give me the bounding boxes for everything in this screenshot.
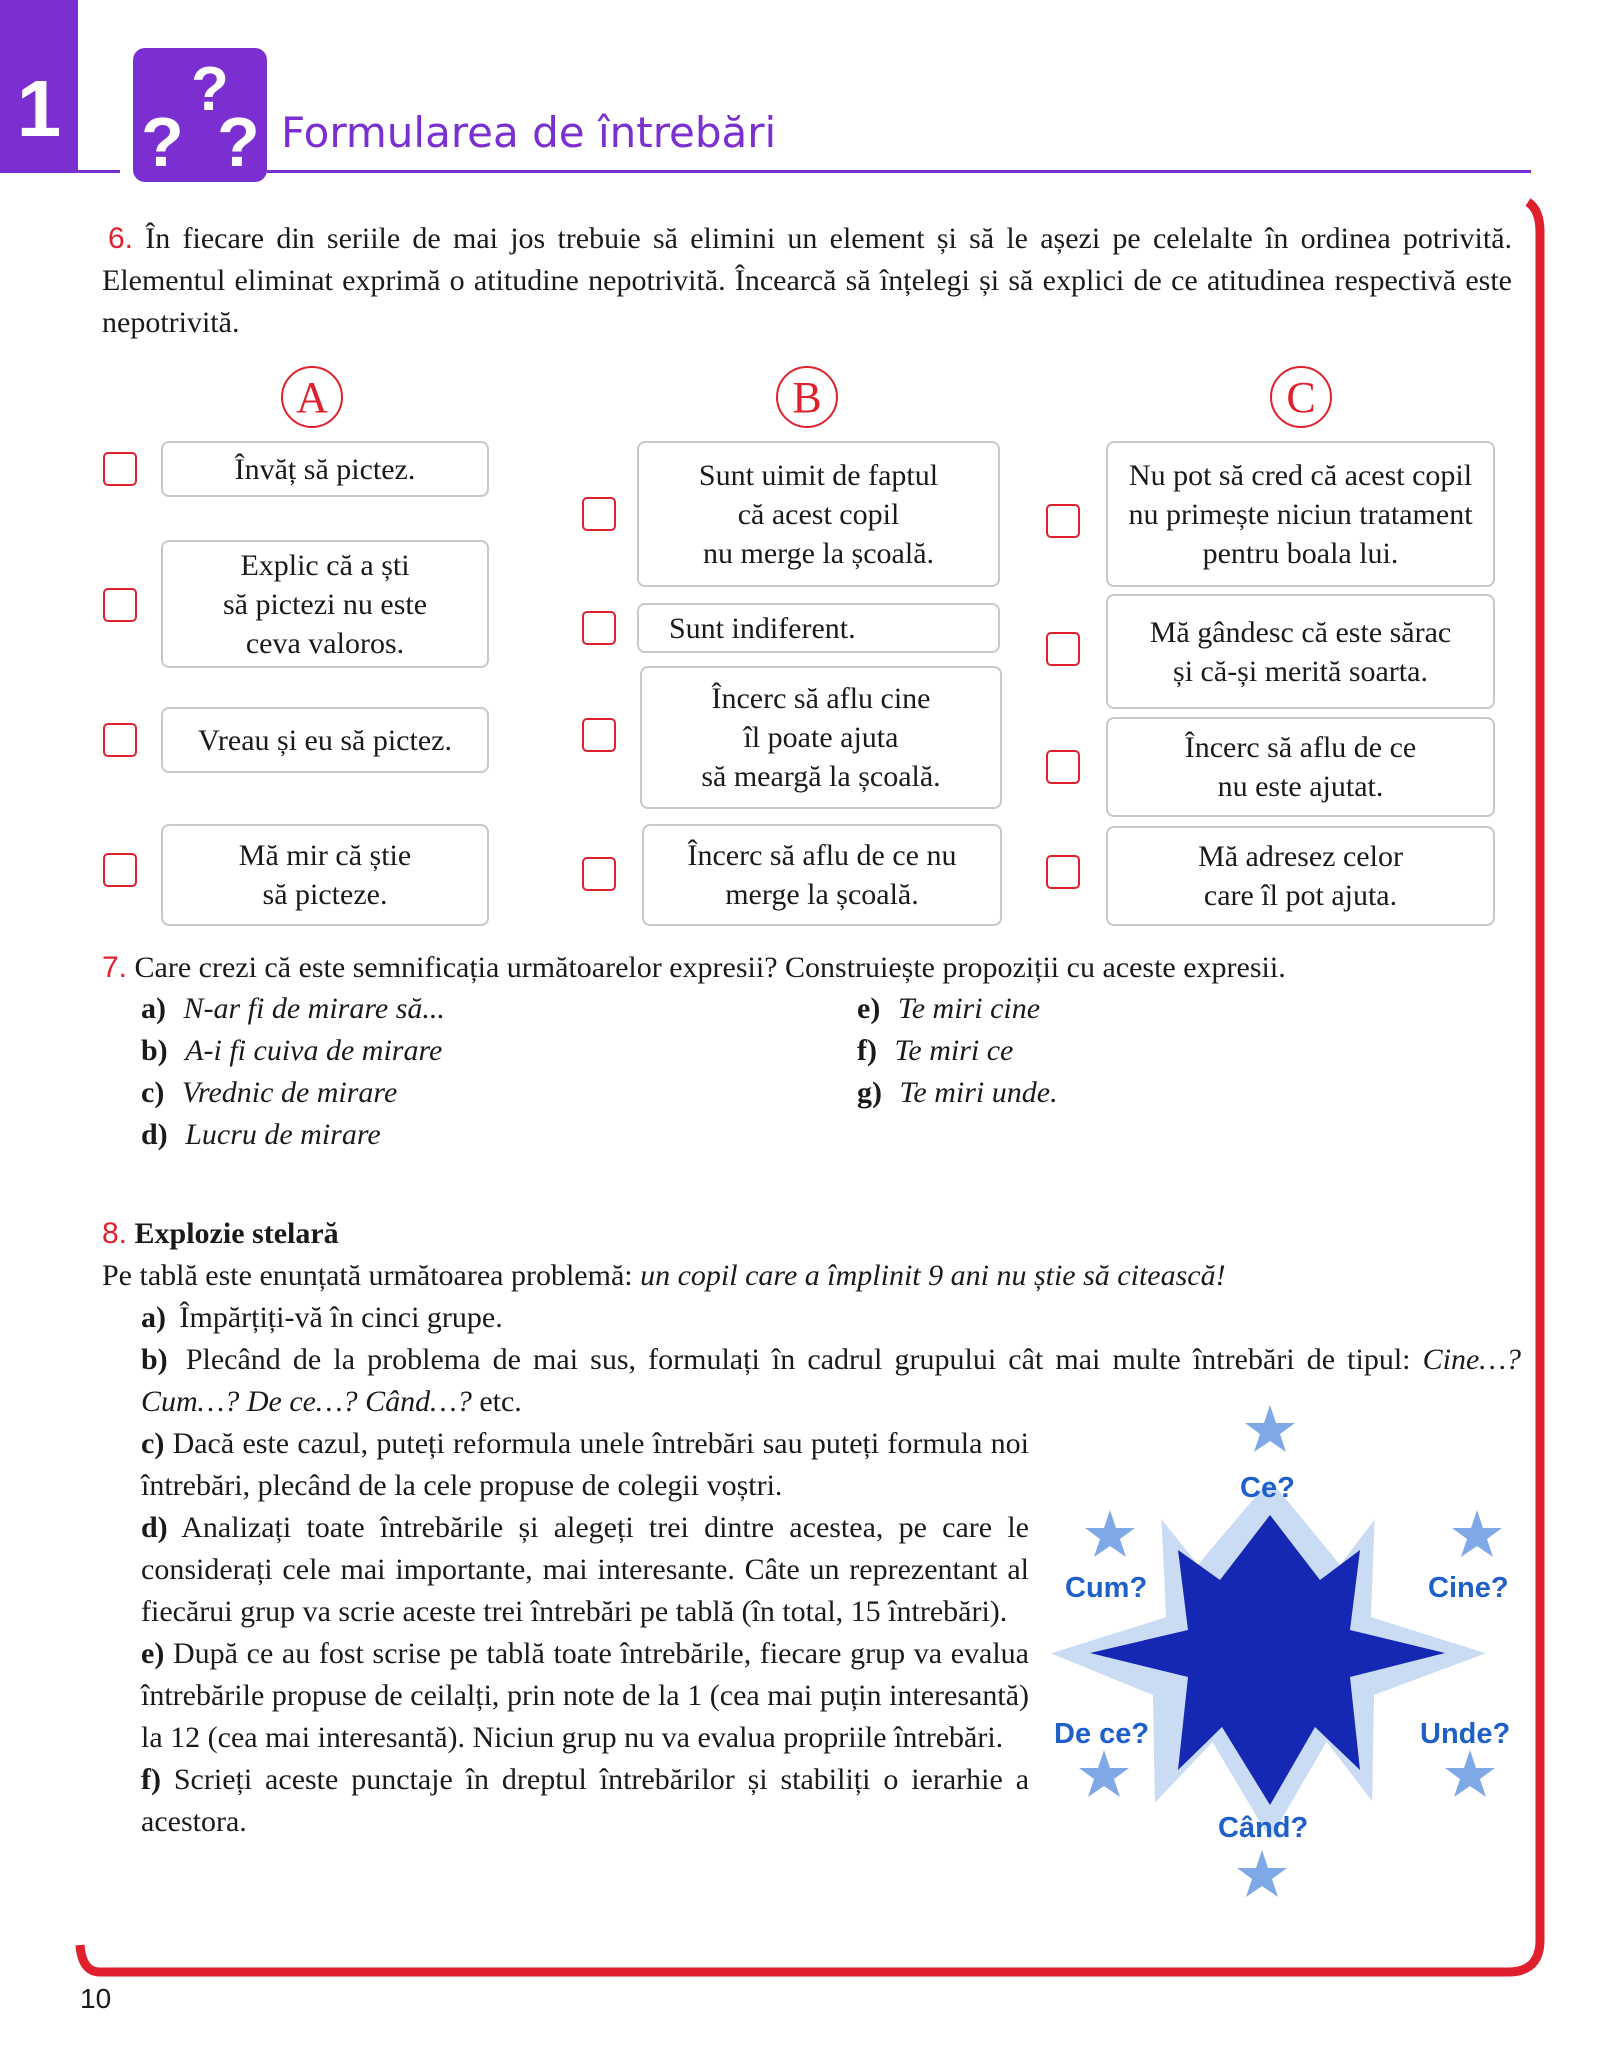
- option-b3: Încerc să aflu cine îl poate ajuta să meargă la școală.: [640, 666, 1002, 809]
- option-c3: Încerc să aflu de ce nu este ajutat.: [1106, 717, 1495, 817]
- ex8-item-b: b) Plecând de la problema de mai sus, formulați în cadrul grupului cât mai multe întrebări de tipul: Cine…? Cum…? De ce…? Când…? etc.: [141, 1343, 1521, 1418]
- star-label-ce: Ce?: [1240, 1472, 1295, 1504]
- ex8-title: Explozie stelară: [134, 1217, 339, 1250]
- ex7-item-f: f) Te miri ce: [857, 1034, 1014, 1067]
- checkbox-b3[interactable]: [582, 718, 616, 752]
- option-c1: Nu pot să cred că acest copil nu primește niciun tratament pentru boala lui.: [1106, 441, 1495, 587]
- ex8-item-f: f) Scrieți aceste punctaje în dreptul întrebărilor și stabiliți o ierarhie a acestora.: [141, 1763, 1030, 1838]
- checkbox-b2[interactable]: [582, 611, 616, 645]
- svg-text:?: ?: [141, 103, 184, 181]
- checkbox-a4[interactable]: [103, 853, 137, 887]
- option-a2: Explic că a ști să pictezi nu este ceva valoros.: [161, 540, 489, 668]
- svg-text:?: ?: [217, 103, 260, 181]
- ex7-item-b: b) A-i fi cuiva de mirare: [141, 1034, 443, 1067]
- star-label-unde: Unde?: [1420, 1718, 1511, 1750]
- option-a1: Învăț să pictez.: [161, 441, 489, 497]
- page-title: Formularea de întrebări: [281, 108, 777, 157]
- header-rule: [267, 170, 1531, 173]
- ex8-intro: Pe tablă este enunțată următoarea problemă: un copil care a împlinit 9 ani nu știe să citească!: [102, 1259, 1226, 1292]
- option-a4: Mă mir că știe să picteze.: [161, 824, 489, 926]
- ex8-item-a: a) Împărțiți-vă în cinci grupe.: [141, 1301, 503, 1334]
- small-star-icon: [1445, 1750, 1495, 1797]
- ex7-text: Care crezi că este semnificația următoarelor expresii? Construiește propoziții cu aceste expresii.: [134, 951, 1286, 984]
- star-label-cine: Cine?: [1428, 1572, 1509, 1604]
- checkbox-c3[interactable]: [1046, 750, 1080, 784]
- chapter-number: 1: [0, 0, 78, 173]
- column-letter-c: C: [1270, 366, 1332, 428]
- option-b1: Sunt uimit de faptul că acest copil nu merge la școală.: [637, 441, 1000, 587]
- ex7-item-e: e) Te miri cine: [857, 992, 1041, 1025]
- ex8-heading: [102, 1213, 339, 1255]
- ex8-item-d: d) Analizați toate întrebările și alegeți trei dintre acestea, pe care le considerați cele mai importante, mai interesante. Câte un reprezentant al fiecărui grup va scrie aceste trei întrebări pe tablă (în total, 15 întrebări).: [141, 1511, 1029, 1628]
- column-letter-b: B: [776, 366, 838, 428]
- ex6-statement: [102, 218, 1512, 344]
- star-label-cand: Când?: [1218, 1812, 1309, 1844]
- option-c4: Mă adresez celor care îl pot ajuta.: [1106, 826, 1495, 926]
- ex7-item-a: a) N-ar fi de mirare să...: [141, 992, 445, 1025]
- star-label-cum: Cum?: [1065, 1572, 1148, 1604]
- option-c2: Mă gândesc că este sărac și că-și merită soarta.: [1106, 594, 1495, 709]
- ex6-text: În fiecare din seriile de mai jos trebuie să elimini un element și să le așezi pe celelalte în ordinea potrivită. Elementul eliminat exprimă o atitudine nepotrivită. Încearcă să înțelegi și să explici de ce atitudinea respectivă este nepotrivită.: [102, 222, 1513, 339]
- ex8-item-c: c) Dacă este cazul, puteți reformula unele întrebări sau puteți formula noi întrebări, plecând de la cele propuse de colegii voștri.: [141, 1427, 1029, 1502]
- checkbox-b1[interactable]: [582, 497, 616, 531]
- ex7-item-d: d) Lucru de mirare: [141, 1118, 381, 1151]
- ex7-statement: [102, 947, 1522, 989]
- ex7-number: 7.: [102, 951, 128, 984]
- small-star-icon: [1245, 1405, 1295, 1452]
- ex7-item-c: c) Vrednic de mirare: [141, 1076, 398, 1109]
- ex6-number: 6.: [108, 222, 134, 255]
- checkbox-b4[interactable]: [582, 857, 616, 891]
- option-b4: Încerc să aflu de ce nu merge la școală.: [642, 824, 1002, 926]
- checkbox-c2[interactable]: [1046, 632, 1080, 666]
- checkbox-a1[interactable]: [103, 452, 137, 486]
- small-star-icon: [1237, 1850, 1287, 1897]
- option-a3: Vreau și eu să pictez.: [161, 707, 489, 773]
- question-marks-icon: [133, 48, 267, 182]
- small-star-icon: [1452, 1510, 1502, 1557]
- header-rule: [78, 170, 120, 173]
- checkbox-a3[interactable]: [103, 723, 137, 757]
- svg-text:?: ?: [191, 55, 229, 124]
- checkbox-a2[interactable]: [103, 588, 137, 622]
- ex8-number: 8.: [102, 1217, 128, 1250]
- small-star-icon: [1085, 1510, 1135, 1557]
- ex8-items-cf: [141, 1423, 1029, 1843]
- ex8-item-e: e) După ce au fost scrise pe tablă toate întrebările, fiecare grup va evalua întrebările propuse de ceilalți, prin note de la 1 (cea mai puțin interesantă) la 12 (cea mai interesantă). Niciun grup nu va evalua propriile întrebări.: [141, 1637, 1029, 1754]
- star-inner: [1090, 1515, 1445, 1805]
- small-star-icon: [1079, 1750, 1129, 1797]
- column-letter-a: A: [281, 366, 343, 428]
- page-number: 10: [80, 1983, 112, 2014]
- star-label-de-ce: De ce?: [1054, 1718, 1150, 1750]
- ex7-item-g: g) Te miri unde.: [857, 1076, 1058, 1109]
- checkbox-c1[interactable]: [1046, 504, 1080, 538]
- option-b2: Sunt indiferent.: [637, 603, 1000, 653]
- checkbox-c4[interactable]: [1046, 855, 1080, 889]
